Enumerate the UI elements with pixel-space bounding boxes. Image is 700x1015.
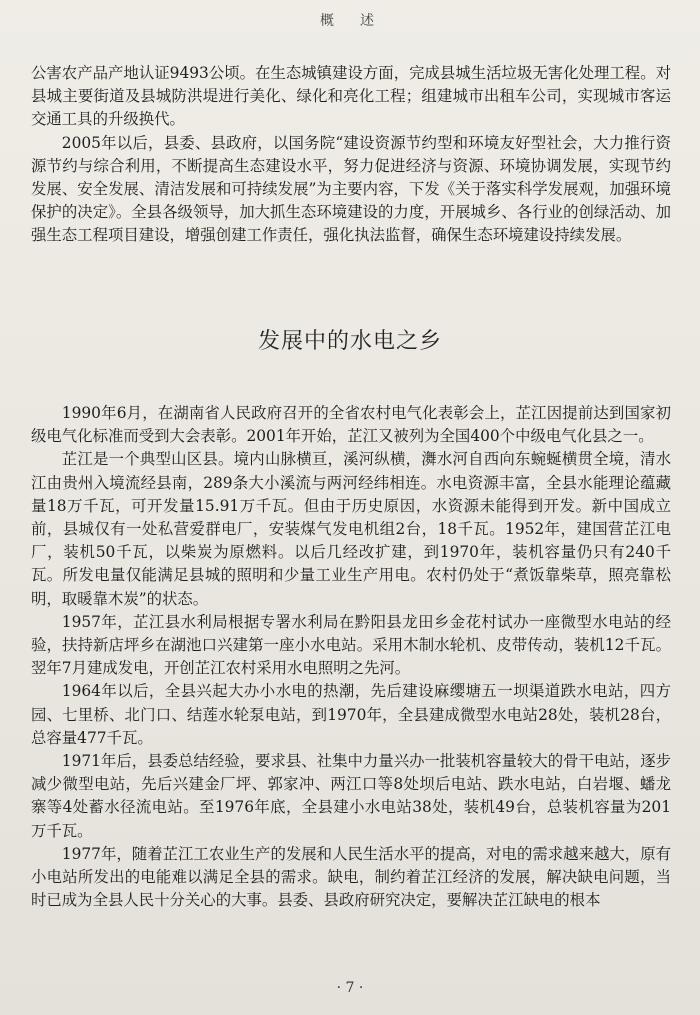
paragraph: 芷江是一个典型山区县。境内山脉横亘，溪河纵横，㵲水河自西向东蜿蜒横贯全境，清水江由贵州入境流经县南，289条大小溪流与两河经纬相连。水电资源丰富，全县水能理论蕴藏量18万千瓦，可开发量15.91万千瓦。但由于历史原因，水资源未能得到开发。新中国成立前，县城仅有一处私营爱群电厂，安装煤气发电机组2台，18千瓦。1952年，建国营芷江电厂，装机50千瓦，以柴炭为原燃料。以后几经改扩建，到1970年，装机容量仍只有240千瓦。所发电量仅能满足县城的照明和少量工业生产用电。农村仍处于“煮饭靠柴草，照亮靠松明，取暖靠木炭”的状态。 [31, 450, 671, 608]
running-head: 概 述 [320, 13, 380, 29]
paragraph: 2005年以后，县委、县政府，以国务院“建设资源节约型和环境友好型社会，大力推行资源节约与综合利用，不断提高生态建设水平，努力促进经济与资源、环境协调发展，实现节约发展、安全发展、清洁发展和可持续发展”为主要内容，下发《关于落实科学发展观，加强环境保护的决定》。全县各级领导，加大抓生态环境建设的力度，开展城乡、各行业的创绿活动、加强生态工程项目建设，增强创建工作责任，强化执法监督，确保生态环境建设持续发展。 [31, 133, 671, 245]
paragraph: 1990年6月，在湖南省人民政府召开的全省农村电气化表彰会上，芷江因提前达到国家初级电气化标准而受到大会表彰。2001年开始，芷江又被列为全国400个中级电气化县之一。 [31, 404, 671, 446]
paragraph: 1964年以后，全县兴起大办小水电的热潮，先后建设麻缨塘五一坝渠道跌水电站，四方园、七里桥、北门口、结莲水轮泵电站，到1970年，全县建成微型水电站28处，装机28台，总容量477千瓦。 [31, 682, 671, 747]
top-section [31, 62, 671, 248]
paragraph: 公害农产品产地认证9493公顷。在生态城镇建设方面，完成县城生活垃圾无害化处理工程。对县城主要街道及县城防洪堤进行美化、绿化和亮化工程；组建城市出租车公司，实现城市客运交通工具的升级换代。 [31, 64, 671, 129]
section-title: 发展中的水电之乡 [257, 329, 442, 354]
paragraph: 1977年，随着芷江工农业生产的发展和人民生活水平的提高，对电的需求越来越大，原有小电站所发出的电能难以满足全县的需求。缺电，制约着芷江经济的发展，解决缺电问题，当时已成为全县人民十分关心的大事。县委、县政府研究决定，要解决芷江缺电的根本 [31, 844, 671, 910]
paragraph: 1971年后，县委总结经验，要求县、社集中力量兴办一批装机容量较大的骨干电站，逐步减少微型电站，先后兴建金厂坪、郭家冲、两江口等8处坝后电站、跌水电站，白岩堰、蟠龙寨等4处蓄水径流电站。至1976年底，全县建小水电站38处，装机49台，总装机容量为201万千瓦。 [31, 752, 671, 840]
paragraph: 1957年，芷江县水利局根据专署水利局在黔阳县龙田乡金花村试办一座微型水电站的经验，扶持新店坪乡在湖池口兴建第一座小水电站。采用木制水轮机、皮带传动，装机12千瓦。翌年7月建成发电，开创芷江农村采用水电照明之先河。 [31, 612, 671, 678]
section-body [31, 402, 671, 912]
page-number: · 7 · [336, 980, 364, 996]
